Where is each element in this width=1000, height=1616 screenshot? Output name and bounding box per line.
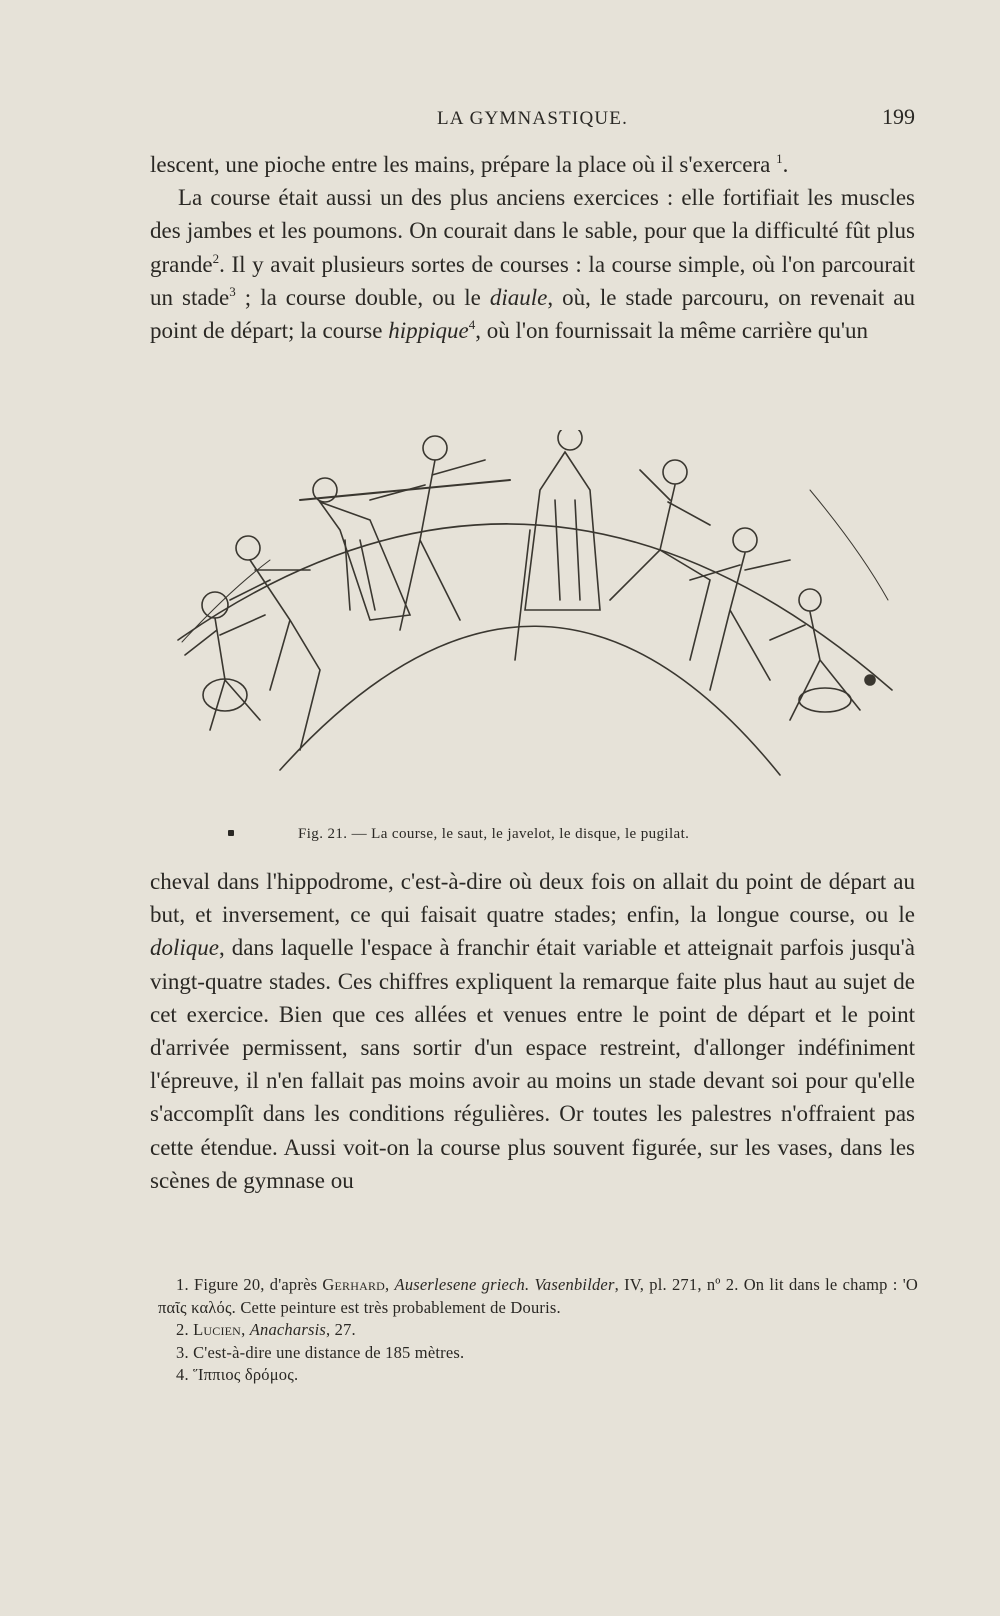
footnote-3-number: 3.	[176, 1342, 189, 1362]
figure-draped-youth	[313, 478, 410, 620]
footnote-3-text: C'est-à-dire une distance de 185 mètres.	[188, 1342, 465, 1362]
footnote-2-number: 2.	[176, 1320, 189, 1339]
footnote-4-text: Ἵππιος δρόμος.	[188, 1365, 299, 1384]
running-title: LA GYMNASTIQUE.	[436, 108, 629, 129]
paragraph-continuation	[150, 148, 915, 181]
footnote-2-author: Lucien	[193, 1320, 242, 1339]
caption-text: Fig. 21. — La course, le saut, le javelot, le disque, le pugilat.	[298, 826, 690, 842]
footnote-1-part-a: Figure 20, d'après	[188, 1275, 323, 1294]
footnote-1-work: Auserlesene griech. Vasenbilder	[394, 1275, 615, 1294]
footnote-1-number: 1.	[176, 1275, 189, 1294]
footnote-4	[158, 1364, 918, 1387]
term-dolique: dolique	[150, 935, 219, 961]
term-diaule: diaule	[489, 284, 548, 310]
para3-part1: cheval dans l'hippodrome, c'est-à-dire où deux fois on allait du point de départ au but, et inversement, ce qui faisait quatre stades; enfin, la longue course, ou le	[150, 869, 915, 928]
para2-part2: . Il y avait plusieurs sortes de courses : la course simple, où l'on parcourait un stade	[150, 251, 915, 310]
paragraph-1-text: lescent, une pioche entre les mains, prépare la place où il s'exercera	[150, 152, 777, 177]
para2-part4: , où, le stade parcouru, on revenait au point de départ; la course	[150, 284, 915, 344]
para3-part2: , dans laquelle l'espace à franchir était variable et atteignait parfois jusqu'à vingt-quatre stades. Ces chiffres expliquent la remarque faite plus haut au sujet de cet exercice. Bien que ces allées et venues entre le point de départ et le point d'arrivée permissent, sans sortir d'un espace restreint, d'allonger indéfiniment l'épreuve, il n'en fallait pas moins avoir au moins un stade devant soi pour qu'elle s'accomplît dans les conditions régulières. Or toutes les palestres n'offraient pas cette étendue. Aussi voit-on la course plus souvent figurée, sur les vases, dans les scènes de gymnase ou	[150, 935, 915, 1193]
footnote-2-part-b: ,	[241, 1320, 250, 1339]
vase-painting-illustration	[170, 430, 915, 800]
footnote-ref-4: 4	[468, 317, 476, 333]
figure-boxers	[690, 528, 860, 720]
footnote-ref-1: 1	[776, 151, 783, 166]
para2-part3: ; la course double, ou le	[235, 284, 490, 310]
running-head	[150, 104, 915, 134]
para2-part1: La course était aussi un des plus anciens exercices : elle fortifiait les muscles des jambes et les poumons. On courait dans le sable, pour que la difficulté fût plus grande	[150, 185, 915, 277]
band-ornament-left	[182, 560, 270, 642]
footnote-2-work: Anacharsis	[249, 1320, 326, 1339]
figure-vase-painting	[170, 430, 915, 800]
term-hippique: hippique	[388, 318, 469, 344]
footnote-ref-3: 3	[229, 283, 236, 299]
paragraph-course	[150, 181, 915, 347]
page-number: 199	[882, 104, 915, 129]
para2-part5: , où l'on fournissait la même carrière qu'un	[475, 318, 869, 344]
footnote-2	[158, 1319, 918, 1342]
outer-band-arc	[178, 524, 892, 690]
disc-dot	[865, 675, 875, 685]
caption-mark	[228, 830, 234, 836]
band-ornament-right	[810, 490, 888, 600]
figure-javelin-thrower	[300, 436, 510, 630]
figure-runner	[610, 460, 710, 660]
footnote-ref-2: 2	[212, 250, 220, 266]
figure-trainer	[515, 430, 600, 660]
footnote-2-part-c: , 27.	[325, 1320, 356, 1339]
paragraph-1-end: .	[782, 152, 789, 177]
footnote-1	[158, 1274, 918, 1319]
paragraph-continuation-2	[150, 865, 915, 1197]
inner-band-arc	[280, 626, 780, 775]
footnote-1-author: Gerhard	[322, 1275, 386, 1294]
footnote-3	[158, 1342, 918, 1365]
text-block-top	[150, 148, 915, 347]
footnotes	[158, 1274, 918, 1387]
text-block-bottom	[150, 865, 915, 1197]
footnote-1-part-c: , IV, pl. 271, nº 2. On lit dans le champ : 'Ο παῖς καλός. Cette peinture est très probablement de Douris.	[158, 1275, 919, 1317]
figure-caption	[228, 826, 908, 843]
footnote-4-number: 4.	[176, 1365, 189, 1384]
footnote-1-part-b: ,	[385, 1275, 395, 1294]
figure-discus-thrower	[185, 592, 265, 730]
